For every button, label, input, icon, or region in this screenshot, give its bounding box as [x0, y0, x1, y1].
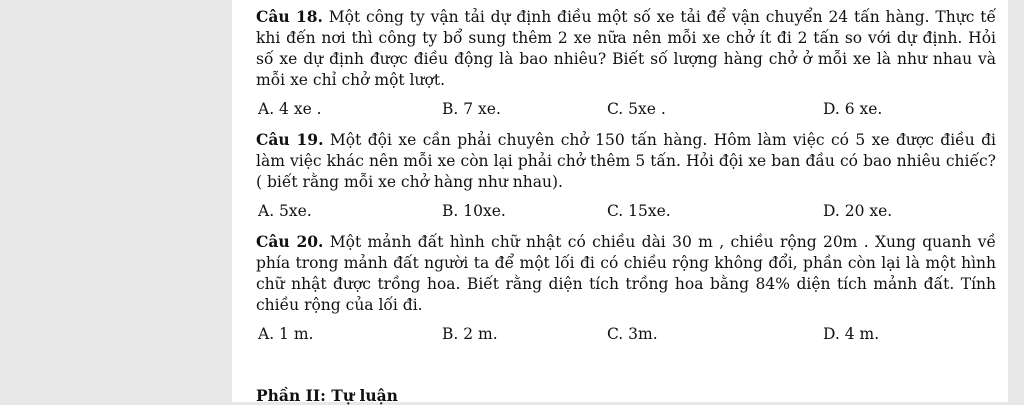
- option-c: C. 3m.: [607, 325, 658, 343]
- answer-options: [256, 99, 996, 123]
- option-c: C. 15xe.: [607, 202, 671, 220]
- option-d: D. 20 xe.: [823, 202, 893, 220]
- question-text: [256, 6, 996, 91]
- option-b: B. 7 xe.: [442, 100, 501, 118]
- option-b: B. 10xe.: [442, 202, 506, 220]
- section-heading: Phần II: Tự luận: [256, 386, 398, 405]
- answer-options: [256, 324, 996, 348]
- question-text: [256, 129, 996, 193]
- option-d: D. 6 xe.: [823, 100, 883, 118]
- question-text: [256, 231, 996, 316]
- answer-options: [256, 201, 996, 225]
- question-20: [256, 231, 996, 348]
- question-19: [256, 129, 996, 225]
- question-body: Một mảnh đất hình chữ nhật có chiều dài 30 m , chiều rộng 20m . Xung quanh về phía trong mảnh đất người ta để một lối đi có chiều rộng không đổi, phần còn lại là một hình chữ nhật được trồng hoa. Biết rằng diện tích trồng hoa bằng 84% diện tích mảnh đất. Tính chiều rộng của lối đi.: [256, 233, 996, 314]
- option-a: A. 5xe.: [258, 202, 312, 220]
- document-page: [232, 0, 1008, 405]
- question-label: Câu 20.: [256, 232, 324, 251]
- option-a: A. 1 m.: [258, 325, 314, 343]
- option-a: A. 4 xe .: [258, 100, 322, 118]
- question-label: Câu 18.: [256, 7, 323, 26]
- option-d: D. 4 m.: [823, 325, 880, 343]
- question-body: Một công ty vận tải dự định điều một số xe tải để vận chuyển 24 tấn hàng. Thực tế khi đến nơi thì công ty bổ sung thêm 2 xe nữa nên mỗi xe chở ít đi 2 tấn so với dự định. Hỏi số xe dự định được điều động là bao nhiêu? Biết số lượng hàng chở ở mỗi xe là như nhau và mỗi xe chỉ chở một lượt.: [256, 8, 996, 89]
- option-b: B. 2 m.: [442, 325, 498, 343]
- question-18: [256, 6, 996, 123]
- question-body: Một đội xe cần phải chuyên chở 150 tấn hàng. Hôm làm việc có 5 xe được điều đi làm việc khác nên mỗi xe còn lại phải chở thêm 5 tấn. Hỏi đội xe ban đầu có bao nhiêu chiếc? ( biết rằng mỗi xe chở hàng như nhau).: [256, 131, 996, 191]
- question-list: [256, 6, 996, 354]
- option-c: C. 5xe .: [607, 100, 666, 118]
- question-label: Câu 19.: [256, 130, 324, 149]
